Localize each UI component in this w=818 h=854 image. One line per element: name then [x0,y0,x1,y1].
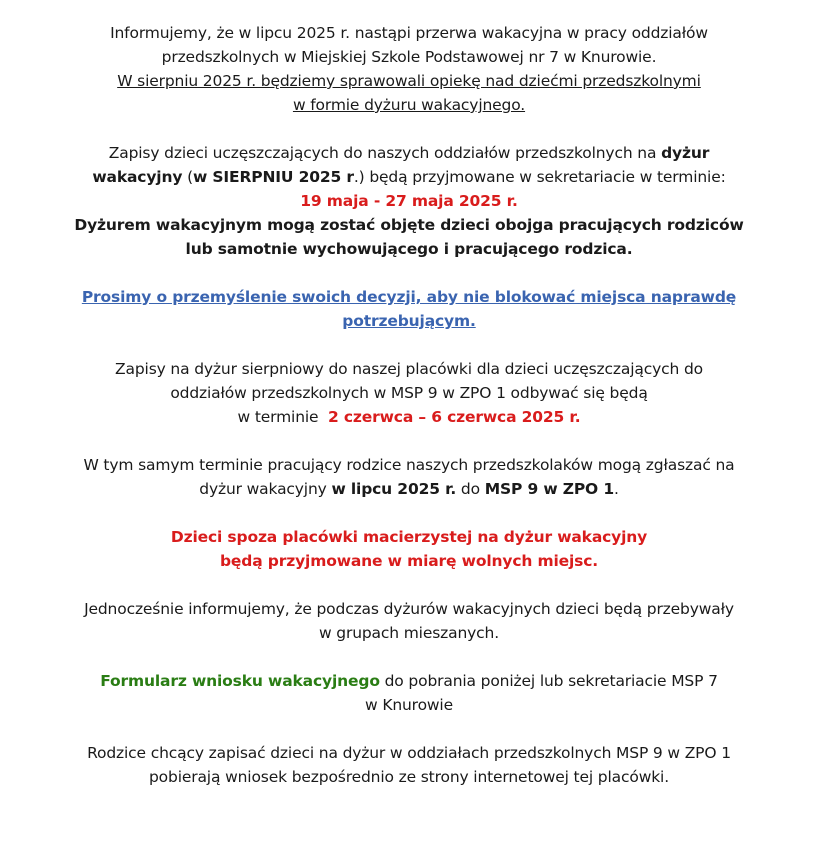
text-segment: do [456,480,485,498]
form-link-text[interactable]: Formularz wniosku wakacyjnego [100,672,380,690]
paragraph-request [0,285,818,333]
text-line: w Knurowie [365,696,453,714]
text-line [0,165,818,189]
text-line: Informujemy, że w lipcu 2025 r. nastąpi przerwa wakacyjna w pracy oddziałów [110,24,708,42]
paragraph-break-info [0,21,818,117]
bold-text: wakacyjny [92,168,183,186]
bold-text: w SIERPNIU 2025 r [192,168,354,186]
eligibility-line: Dyżurem wakacyjnym mogą zostać objęte dzieci obojga pracujących rodziców [74,216,744,234]
underlined-text-line: w formie dyżuru wakacyjnego. [292,96,526,114]
text-line: Rodzice chcący zapisać dzieci na dyżur w oddziałach przedszkolnych MSP 9 w ZPO 1 [87,744,731,762]
text-segment: dyżur wakacyjny [199,480,332,498]
paragraph-mixed-groups [0,597,818,645]
text-segment: Zapisy dzieci uczęszczających do naszych oddziałów przedszkolnych na [108,144,662,162]
text-segment: .) będą przyjmowane w sekretariacie w terminie: [353,168,726,186]
text-line: pobierają wniosek bezpośrednio ze strony internetowej tej placówki. [148,768,669,786]
bold-text: w lipcu 2025 r. [331,480,457,498]
request-line: Prosimy o przemyślenie swoich decyzji, aby nie blokować miejsca naprawdę [81,288,737,306]
text-segment: w terminie [237,408,328,426]
text-segment: do pobrania poniżej lub sekretariacie MSP 7 [379,672,718,690]
paragraph-outside-children [0,525,818,573]
text-line [0,405,818,429]
text-line [0,477,818,501]
text-line [0,669,818,693]
text-line: Jednocześnie informujemy, że podczas dyżurów wakacyjnych dzieci będą przebywały [84,600,734,618]
eligibility-line: lub samotnie wychowującego i pracującego rodzica. [185,240,633,258]
text-line [0,141,818,165]
underlined-text-line: W sierpniu 2025 r. będziemy sprawowali opiekę nad dziećmi przedszkolnymi [117,72,701,90]
text-line: w grupach mieszanych. [318,624,500,642]
text-line: przedszkolnych w Miejskiej Szkole Podstawowej nr 7 w Knurowie. [161,48,657,66]
registration-dates: 19 maja - 27 maja 2025 r. [300,192,518,210]
text-line: oddziałów przedszkolnych w MSP 9 w ZPO 1 odbywać się będą [170,384,648,402]
request-line: potrzebującym. [342,312,476,330]
text-segment: . [613,480,619,498]
bold-text: dyżur [661,144,710,162]
bold-text: MSP 9 w ZPO 1 [484,480,614,498]
text-line: Zapisy na dyżur sierpniowy do naszej placówki dla dzieci uczęszczających do [115,360,703,378]
warning-line: Dzieci spoza placówki macierzystej na dyżur wakacyjny [170,528,648,546]
paragraph-registration-msp9 [0,357,818,429]
text-segment: ( [182,168,193,186]
paragraph-msp9-parents [0,741,818,789]
text-line: W tym samym terminie pracujący rodzice naszych przedszkolaków mogą zgłaszać na [83,456,735,474]
paragraph-july-duty [0,453,818,501]
paragraph-registration-august [0,141,818,261]
announcement-document [0,21,818,813]
registration-dates: 2 czerwca – 6 czerwca 2025 r. [327,408,581,426]
warning-line: będą przyjmowane w miarę wolnych miejsc. [219,552,599,570]
paragraph-form [0,669,818,717]
